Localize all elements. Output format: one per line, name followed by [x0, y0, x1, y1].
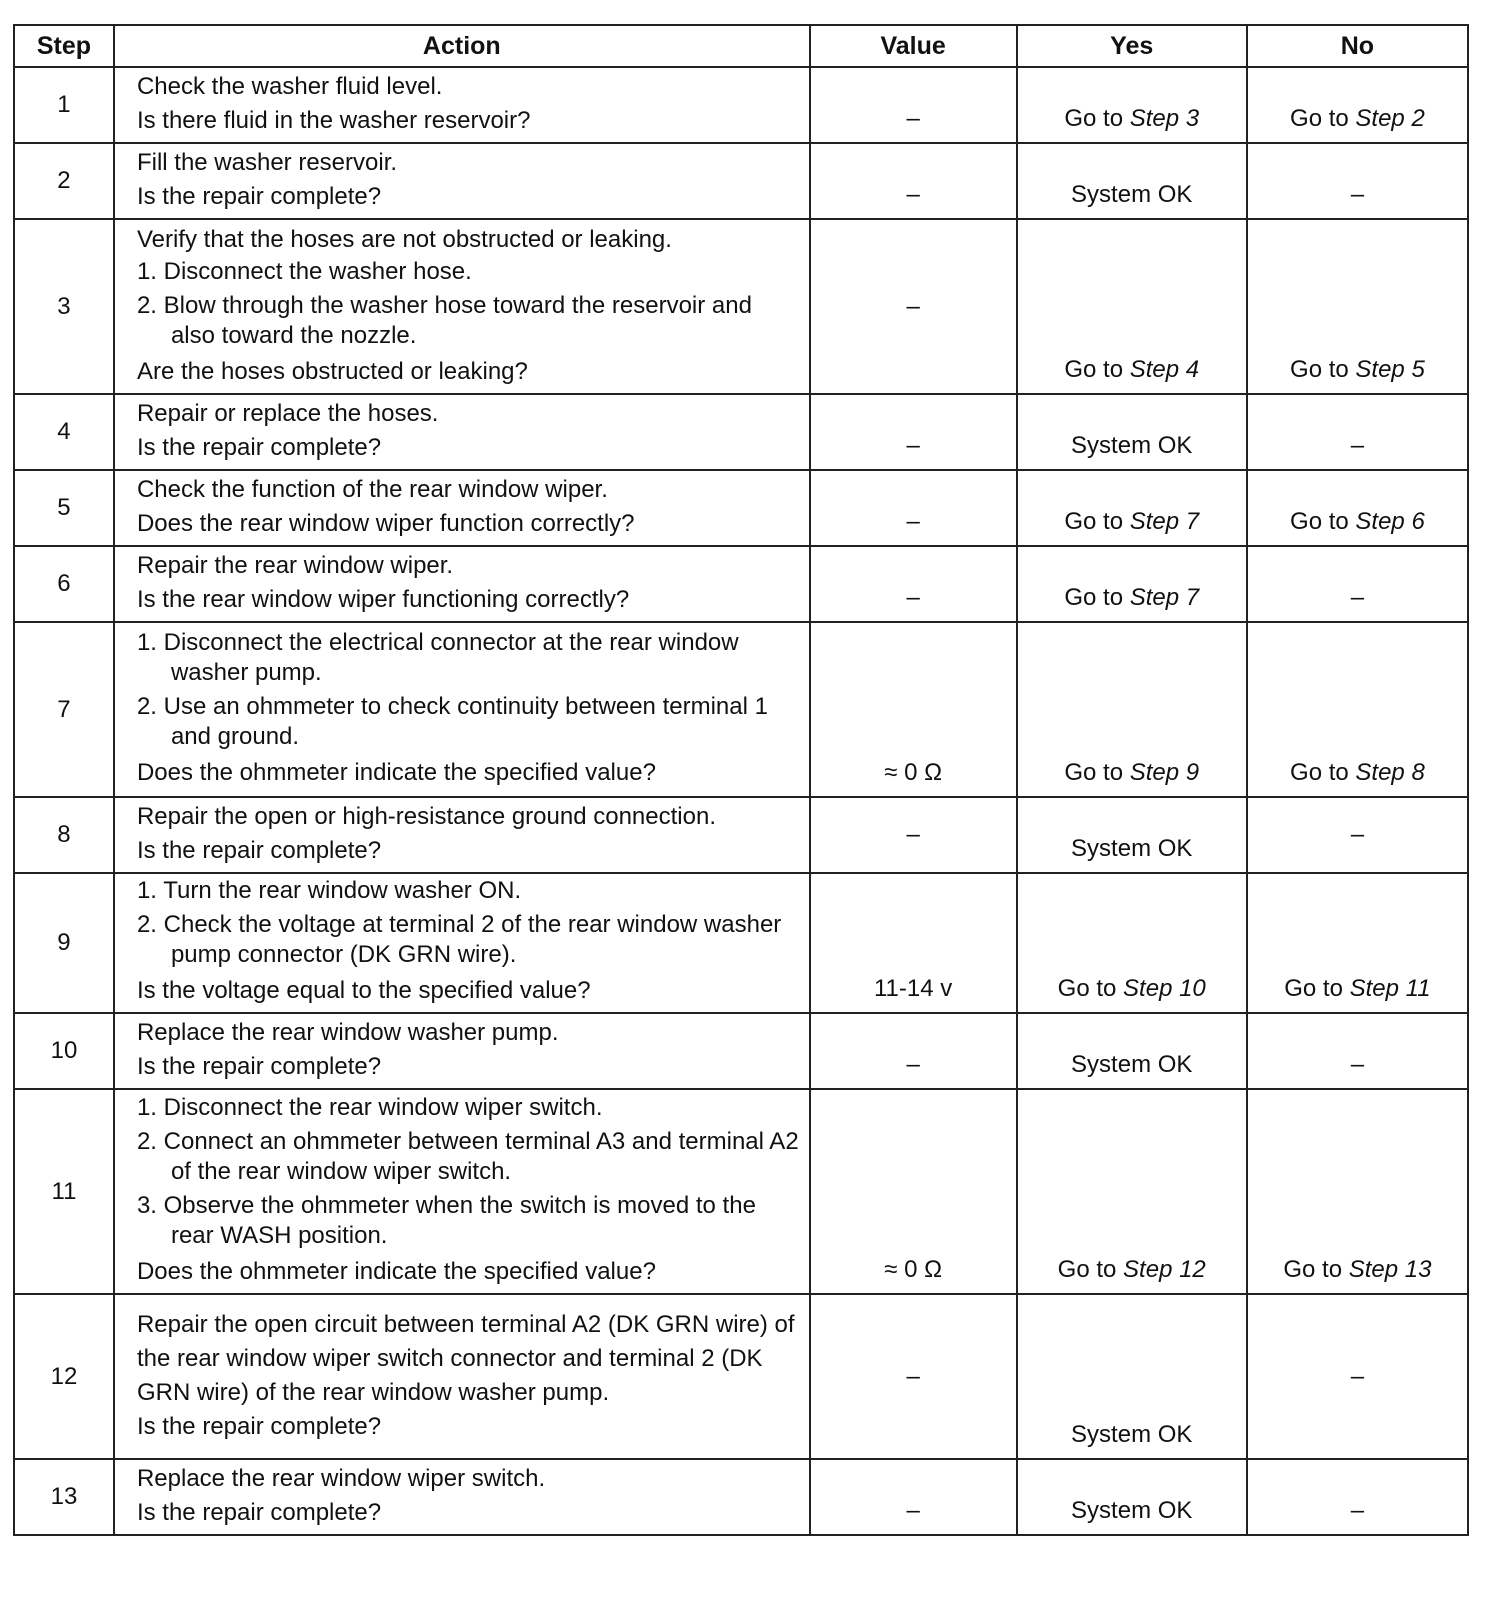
- table-row: [14, 143, 1468, 219]
- step-number: 5: [14, 470, 114, 546]
- result-text: –: [1350, 1497, 1365, 1524]
- no-cell: [1247, 470, 1468, 546]
- action-substep: 3. Observe the ohmmeter when the switch is moved to the rear WASH position.: [136, 1191, 756, 1249]
- value-cell: 11-14 v: [810, 873, 1017, 1013]
- step-reference: Step 2: [1355, 105, 1425, 132]
- no-cell: [1247, 797, 1468, 873]
- result-text: System OK: [1071, 835, 1193, 862]
- step-number: 4: [14, 394, 114, 470]
- table-body: [14, 67, 1468, 1535]
- step-number: 6: [14, 546, 114, 622]
- go-to-text: Go to: [1064, 356, 1124, 383]
- no-cell: [1247, 143, 1468, 219]
- step-reference: Step 11: [1349, 975, 1431, 1002]
- step-reference: Step 12: [1123, 1256, 1206, 1283]
- action-line: Is there fluid in the washer reservoir?: [136, 107, 531, 134]
- action-substep: 1. Disconnect the rear window wiper switch.: [136, 1093, 603, 1121]
- action-line: Repair the rear window wiper.: [136, 552, 454, 579]
- go-to-text: Go to: [1064, 508, 1124, 535]
- value-cell: –: [810, 546, 1017, 622]
- step-number: 8: [14, 797, 114, 873]
- table-row: [14, 219, 1468, 394]
- action-substep: 2. Use an ohmmeter to check continuity between terminal 1 and ground.: [136, 692, 768, 750]
- yes-cell: [1017, 797, 1247, 873]
- no-cell: [1247, 219, 1468, 394]
- value-cell: –: [810, 219, 1017, 394]
- step-reference: Step 13: [1348, 1256, 1432, 1283]
- go-to-text: Go to: [1057, 1256, 1117, 1283]
- action-line: Is the repair complete?: [136, 434, 382, 461]
- go-to-text: Go to: [1284, 975, 1343, 1002]
- table-row: [14, 873, 1468, 1013]
- action-line: Repair or replace the hoses.: [136, 400, 439, 427]
- step-reference: Step 8: [1355, 759, 1425, 786]
- step-number: 11: [14, 1089, 114, 1294]
- go-to-text: Go to: [1283, 1256, 1343, 1283]
- table-row: [14, 1089, 1468, 1294]
- table-row: [14, 622, 1468, 797]
- value-cell: –: [810, 1013, 1017, 1089]
- value-cell: –: [810, 1294, 1017, 1459]
- yes-cell: [1017, 873, 1247, 1013]
- action-line: Is the repair complete?: [136, 837, 382, 864]
- action-cell: [114, 470, 810, 546]
- step-number: 1: [14, 67, 114, 143]
- action-line: Is the rear window wiper functioning correctly?: [136, 586, 630, 613]
- table-row: [14, 797, 1468, 873]
- step-reference: Step 6: [1355, 508, 1425, 535]
- no-cell: [1247, 546, 1468, 622]
- table-header: [14, 25, 1468, 67]
- step-number: 9: [14, 873, 114, 1013]
- table-row: [14, 67, 1468, 143]
- action-cell: [114, 1459, 810, 1535]
- result-text: System OK: [1071, 432, 1193, 459]
- step-number: 10: [14, 1013, 114, 1089]
- table-row: [14, 1294, 1468, 1459]
- action-substep: 2. Blow through the washer hose toward the reservoir and also toward the nozzle.: [136, 291, 752, 349]
- action-line: Check the washer fluid level.: [136, 73, 443, 100]
- action-line: Replace the rear window wiper switch.: [136, 1465, 546, 1492]
- no-cell: [1247, 1013, 1468, 1089]
- no-cell: [1247, 873, 1468, 1013]
- result-text: System OK: [1071, 1497, 1193, 1524]
- go-to-text: Go to: [1057, 975, 1117, 1002]
- table-row: [14, 1013, 1468, 1089]
- step-number: 2: [14, 143, 114, 219]
- table-row: [14, 470, 1468, 546]
- result-text: –: [1350, 181, 1365, 208]
- step-reference: Step 10: [1123, 975, 1206, 1002]
- value-cell: –: [810, 394, 1017, 470]
- no-cell: [1247, 1459, 1468, 1535]
- action-line: Repair the open circuit between terminal A2 (DK GRN wire) of the rear window wiper switch connector and terminal 2 (DK GRN wire) of the rear window washer pump.: [136, 1310, 795, 1406]
- action-line: Is the repair complete?: [136, 1499, 382, 1526]
- step-reference: Step 5: [1355, 356, 1425, 383]
- yes-cell: [1017, 143, 1247, 219]
- yes-cell: [1017, 1294, 1247, 1459]
- action-line: Is the repair complete?: [136, 1053, 382, 1080]
- action-line: Repair the open or high-resistance ground connection.: [136, 803, 716, 830]
- yes-cell: [1017, 546, 1247, 622]
- action-line: Fill the washer reservoir.: [136, 149, 398, 176]
- action-substep: 2. Connect an ohmmeter between terminal A3 and terminal A2 of the rear window wiper switch.: [136, 1127, 799, 1185]
- step-reference: Step 4: [1129, 356, 1200, 383]
- yes-cell: [1017, 394, 1247, 470]
- no-cell: [1247, 622, 1468, 797]
- step-reference: Step 7: [1129, 508, 1200, 535]
- action-line: Check the function of the rear window wiper.: [136, 476, 608, 503]
- no-cell: [1247, 1089, 1468, 1294]
- value-cell: –: [810, 470, 1017, 546]
- step-reference: Step 7: [1129, 584, 1200, 611]
- step-reference: Step 3: [1129, 105, 1200, 132]
- yes-cell: [1017, 1013, 1247, 1089]
- header-no: No: [1247, 25, 1468, 67]
- step-number: 3: [14, 219, 114, 394]
- step-number: 13: [14, 1459, 114, 1535]
- yes-cell: [1017, 1459, 1247, 1535]
- action-line: Does the ohmmeter indicate the specified value?: [136, 758, 656, 786]
- diagnostic-table: [13, 24, 1469, 1536]
- action-line: Verify that the hoses are not obstructed or leaking.: [136, 225, 672, 253]
- table-row: [14, 1459, 1468, 1535]
- header-yes: Yes: [1017, 25, 1247, 67]
- go-to-text: Go to: [1290, 759, 1349, 786]
- action-line: Replace the rear window washer pump.: [136, 1019, 559, 1046]
- action-cell: [114, 1294, 810, 1459]
- go-to-text: Go to: [1064, 105, 1124, 132]
- yes-cell: [1017, 219, 1247, 394]
- header-row: [14, 25, 1468, 67]
- action-cell: [114, 546, 810, 622]
- value-cell: –: [810, 143, 1017, 219]
- action-cell: [114, 394, 810, 470]
- action-substep: 1. Disconnect the washer hose.: [136, 257, 472, 285]
- value-cell: –: [810, 67, 1017, 143]
- action-line: Does the rear window wiper function correctly?: [136, 510, 635, 537]
- result-text: –: [1350, 1362, 1365, 1390]
- action-cell: [114, 219, 810, 394]
- go-to-text: Go to: [1290, 356, 1349, 383]
- action-substep: 1. Turn the rear window washer ON.: [136, 877, 522, 904]
- result-text: System OK: [1071, 1051, 1193, 1078]
- result-text: –: [1350, 1051, 1365, 1078]
- result-text: System OK: [1071, 1421, 1193, 1448]
- action-cell: [114, 67, 810, 143]
- go-to-text: Go to: [1064, 759, 1124, 786]
- result-text: –: [1350, 584, 1365, 611]
- action-cell: [114, 143, 810, 219]
- header-value: Value: [810, 25, 1017, 67]
- action-line: Are the hoses obstructed or leaking?: [136, 357, 528, 385]
- action-substep: 1. Disconnect the electrical connector at the rear window washer pump.: [136, 628, 739, 686]
- action-cell: [114, 1013, 810, 1089]
- action-line: Does the ohmmeter indicate the specified value?: [136, 1257, 656, 1285]
- header-step: Step: [14, 25, 114, 67]
- header-action: Action: [114, 25, 810, 67]
- go-to-text: Go to: [1290, 508, 1349, 535]
- action-line: Is the repair complete?: [136, 183, 382, 210]
- result-text: –: [1350, 432, 1365, 459]
- value-cell: –: [810, 797, 1017, 873]
- yes-cell: [1017, 622, 1247, 797]
- value-cell: –: [810, 1459, 1017, 1535]
- result-text: System OK: [1071, 181, 1193, 208]
- yes-cell: [1017, 1089, 1247, 1294]
- result-text: –: [1350, 821, 1365, 848]
- action-cell: [114, 622, 810, 797]
- no-cell: [1247, 394, 1468, 470]
- action-line: Is the repair complete?: [136, 1412, 382, 1440]
- action-cell: [114, 797, 810, 873]
- step-number: 7: [14, 622, 114, 797]
- action-cell: [114, 873, 810, 1013]
- step-number: 12: [14, 1294, 114, 1459]
- yes-cell: [1017, 470, 1247, 546]
- action-substep: 2. Check the voltage at terminal 2 of the rear window washer pump connector (DK GRN wire).: [136, 911, 782, 968]
- go-to-text: Go to: [1064, 584, 1124, 611]
- step-reference: Step 9: [1129, 759, 1200, 786]
- table-row: [14, 394, 1468, 470]
- action-cell: [114, 1089, 810, 1294]
- value-cell: ≈ 0 Ω: [810, 622, 1017, 797]
- action-line: Is the voltage equal to the specified value?: [136, 977, 591, 1004]
- value-cell: ≈ 0 Ω: [810, 1089, 1017, 1294]
- no-cell: [1247, 1294, 1468, 1459]
- go-to-text: Go to: [1290, 105, 1349, 132]
- yes-cell: [1017, 67, 1247, 143]
- no-cell: [1247, 67, 1468, 143]
- table-row: [14, 546, 1468, 622]
